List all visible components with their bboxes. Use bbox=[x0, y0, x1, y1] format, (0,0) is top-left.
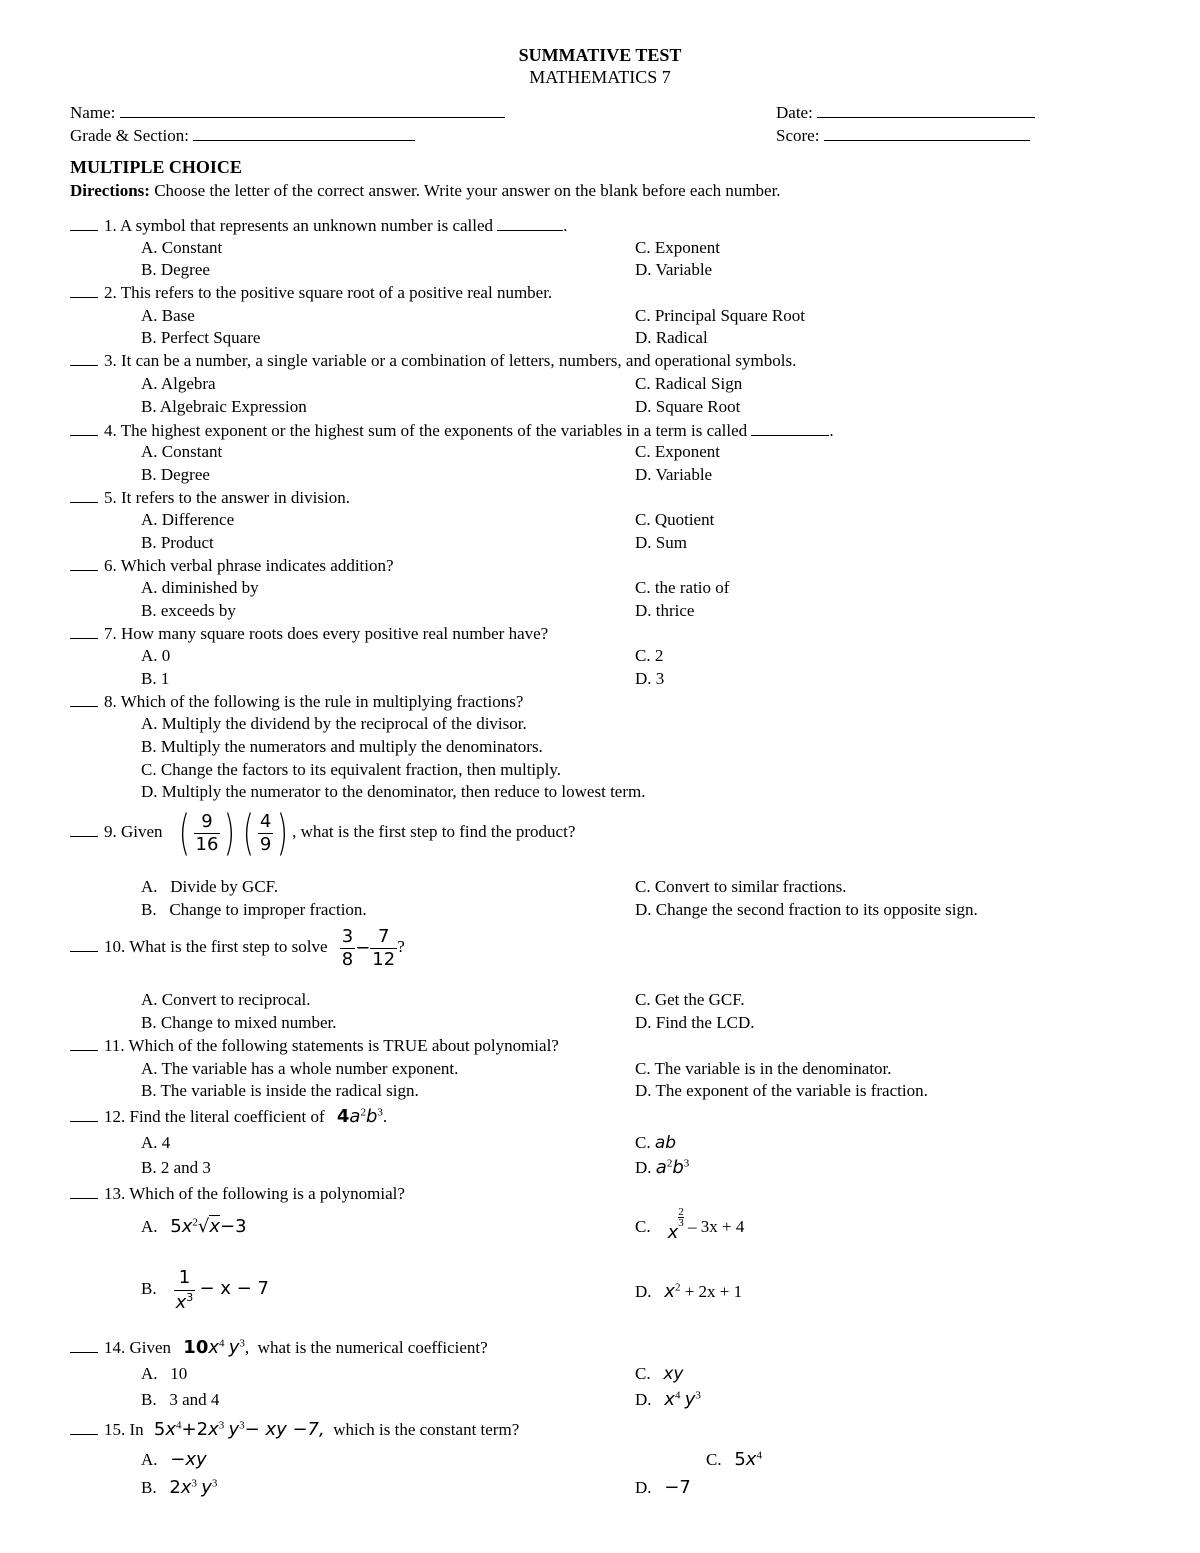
question-13: 13. Which of the following is a polynomial? bbox=[70, 1182, 405, 1205]
option-b: B. $2x^3$ $y^3$ bbox=[141, 1477, 218, 1498]
option-c: C. the ratio of bbox=[635, 578, 730, 597]
name-line[interactable] bbox=[120, 100, 505, 118]
option-b: B. Perfect Square bbox=[141, 328, 261, 347]
score-line[interactable] bbox=[824, 123, 1030, 141]
directions bbox=[70, 179, 781, 202]
option-c: C. Exponent bbox=[635, 442, 720, 461]
option-b: B. Product bbox=[141, 533, 214, 552]
option-d: D. Multiply the numerator to the denominator, then reduce to lowest term. bbox=[141, 782, 646, 801]
answer-blank[interactable] bbox=[70, 486, 98, 503]
question-5: 5. It refers to the answer in division. bbox=[70, 486, 350, 509]
question-12: 12. Find the literal coefficient of $4a^2b^3$. bbox=[70, 1105, 387, 1128]
directions-label: Directions: bbox=[70, 181, 150, 200]
option-d: D. Radical bbox=[635, 328, 708, 347]
grade-section-field[interactable] bbox=[70, 123, 415, 147]
option-a: A. Convert to reciprocal. bbox=[141, 990, 311, 1009]
option-d: D. 3 bbox=[635, 669, 665, 688]
grade-section-label: Grade & Section: bbox=[70, 126, 189, 145]
option-a: A. 10 bbox=[141, 1364, 188, 1383]
test-subtitle: MATHEMATICS 7 bbox=[529, 67, 671, 87]
option-d: D. Change the second fraction to its opposite sign. bbox=[635, 900, 978, 919]
option-c: C. x $\frac{2}{3}$ – 3x + 4 bbox=[635, 1206, 745, 1243]
question-11: 11. Which of the following statements is TRUE about polynomial? bbox=[70, 1034, 559, 1057]
question-7: 7. How many square roots does every positive real number have? bbox=[70, 622, 548, 645]
answer-blank[interactable] bbox=[70, 935, 98, 952]
option-a: A. −xy bbox=[141, 1449, 207, 1470]
score-field[interactable] bbox=[776, 123, 1030, 147]
option-a: A. Constant bbox=[141, 238, 223, 257]
option-a: A. Algebra bbox=[141, 374, 216, 393]
option-b: B. Degree bbox=[141, 465, 210, 484]
option-c: C. $5x^4$ bbox=[706, 1449, 762, 1470]
question-1: 1. A symbol that represents an unknown number is called . bbox=[70, 213, 568, 237]
option-d: D. $x^2 + 2x + 1$ bbox=[635, 1281, 743, 1302]
question-14: 14. Given $10x^4$ $y^3$, what is the numerical coefficient? bbox=[70, 1336, 488, 1359]
name-field[interactable] bbox=[70, 100, 505, 124]
option-d: D. thrice bbox=[635, 601, 695, 620]
question-4: 4. The highest exponent or the highest sum of the exponents of the variables in a term is called . bbox=[70, 418, 834, 442]
option-a: A. diminished by bbox=[141, 578, 259, 597]
date-label: Date: bbox=[776, 103, 813, 122]
option-a: A. Divide by GCF. bbox=[141, 877, 279, 896]
option-c: C. Exponent bbox=[635, 238, 720, 257]
option-d: D. Variable bbox=[635, 260, 713, 279]
option-b: B. Degree bbox=[141, 260, 210, 279]
option-a: A. Constant bbox=[141, 442, 223, 461]
option-d: D. Find the LCD. bbox=[635, 1013, 755, 1032]
fraction-difference: $\frac{3}{8}$ − $\frac{7}{12}$ bbox=[341, 925, 396, 970]
expression: $4a^2b^3$ bbox=[336, 1106, 383, 1127]
option-b: B. The variable is inside the radical sign. bbox=[141, 1081, 419, 1100]
option-b: B. Multiply the numerators and multiply the denominators. bbox=[141, 737, 543, 756]
option-b: B. exceeds by bbox=[141, 601, 236, 620]
option-a: A. Multiply the dividend by the reciprocal of the divisor. bbox=[141, 714, 527, 733]
answer-blank[interactable] bbox=[70, 1336, 98, 1353]
option-c: C. ab bbox=[635, 1133, 677, 1153]
option-d: D. The exponent of the variable is fraction. bbox=[635, 1081, 928, 1100]
answer-blank[interactable] bbox=[70, 690, 98, 707]
question-9: 9. Given ( $\frac{9}{16}$ ) ( $\frac{4}{9}$ ) , what is the first step to find the product? bbox=[70, 804, 575, 860]
grade-section-line[interactable] bbox=[193, 123, 415, 141]
option-a: A. The variable has a whole number exponent. bbox=[141, 1059, 459, 1078]
option-c: C. The variable is in the denominator. bbox=[635, 1059, 892, 1078]
fill-blank bbox=[751, 418, 829, 436]
option-c: C. 2 bbox=[635, 646, 664, 665]
option-a: A. Difference bbox=[141, 510, 235, 529]
option-d: D. $a^2b^3$ bbox=[635, 1157, 690, 1178]
option-d: D. Sum bbox=[635, 533, 687, 552]
option-d: D. Square Root bbox=[635, 397, 741, 416]
fraction-product: ( $\frac{9}{16}$ ) ( $\frac{4}{9}$ ) bbox=[178, 805, 289, 862]
option-a: A. Base bbox=[141, 306, 195, 325]
answer-blank[interactable] bbox=[70, 1034, 98, 1051]
option-a: A. $5x^2√x-3$ bbox=[141, 1216, 247, 1237]
option-c: C. Convert to similar fractions. bbox=[635, 877, 847, 896]
option-d: D. Variable bbox=[635, 465, 713, 484]
answer-blank[interactable] bbox=[70, 820, 98, 837]
option-c: C. Quotient bbox=[635, 510, 715, 529]
date-field[interactable] bbox=[776, 100, 1035, 124]
answer-blank[interactable] bbox=[70, 1418, 98, 1435]
option-b: B. Algebraic Expression bbox=[141, 397, 307, 416]
option-b: B. 1 bbox=[141, 669, 170, 688]
option-b: B. 3 and 4 bbox=[141, 1390, 220, 1409]
answer-blank[interactable] bbox=[70, 554, 98, 571]
option-b: B. Change to improper fraction. bbox=[141, 900, 367, 919]
directions-text: Choose the letter of the correct answer. Write your answer on the blank before each number. bbox=[154, 181, 781, 200]
answer-blank[interactable] bbox=[70, 1182, 98, 1199]
test-title: SUMMATIVE TEST bbox=[518, 45, 682, 65]
option-c: C. Principal Square Root bbox=[635, 306, 805, 325]
option-b: B. Change to mixed number. bbox=[141, 1013, 337, 1032]
option-d: D. $x^4$ $y^3$ bbox=[635, 1389, 701, 1410]
option-c: C. xy bbox=[635, 1364, 684, 1384]
answer-blank[interactable] bbox=[70, 214, 98, 231]
answer-blank[interactable] bbox=[70, 349, 98, 366]
question-10: 10. What is the first step to solve $\frac{3}{8}$ − $\frac{7}{12}$ ? bbox=[70, 922, 405, 972]
question-8: 8. Which of the following is the rule in multiplying fractions? bbox=[70, 690, 523, 713]
option-c: C. Get the GCF. bbox=[635, 990, 745, 1009]
option-c: C. Change the factors to its equivalent fraction, then multiply. bbox=[141, 760, 562, 779]
option-a: A. 0 bbox=[141, 646, 171, 665]
option-c: C. Radical Sign bbox=[635, 374, 743, 393]
question-6: 6. Which verbal phrase indicates addition? bbox=[70, 554, 394, 577]
question-2: 2. This refers to the positive square root of a positive real number. bbox=[70, 281, 552, 304]
option-b: B. $\frac{1}{x^3}$ − x − 7 bbox=[141, 1266, 269, 1313]
question-3: 3. It can be a number, a single variable or a combination of letters, numbers, and operational symbols. bbox=[70, 349, 796, 372]
section-title: MULTIPLE CHOICE bbox=[70, 157, 242, 177]
expression: $5x^4+2x^3$ $y^3-$ xy −7, bbox=[153, 1419, 325, 1440]
answer-blank[interactable] bbox=[70, 1105, 98, 1122]
date-line[interactable] bbox=[817, 100, 1035, 118]
name-label: Name: bbox=[70, 103, 116, 122]
score-label: Score: bbox=[776, 126, 820, 145]
option-b: B. 2 and 3 bbox=[141, 1158, 211, 1177]
fill-blank bbox=[497, 213, 563, 231]
option-a: A. 4 bbox=[141, 1133, 171, 1152]
question-15: 15. In $5x^4+2x^3$ $y^3-$ xy −7, which is the constant term? bbox=[70, 1418, 519, 1441]
answer-blank[interactable] bbox=[70, 419, 98, 436]
answer-blank[interactable] bbox=[70, 622, 98, 639]
option-d: D. −7 bbox=[635, 1477, 691, 1498]
answer-blank[interactable] bbox=[70, 281, 98, 298]
expression: $10x^4$ $y^3$, bbox=[183, 1337, 250, 1358]
